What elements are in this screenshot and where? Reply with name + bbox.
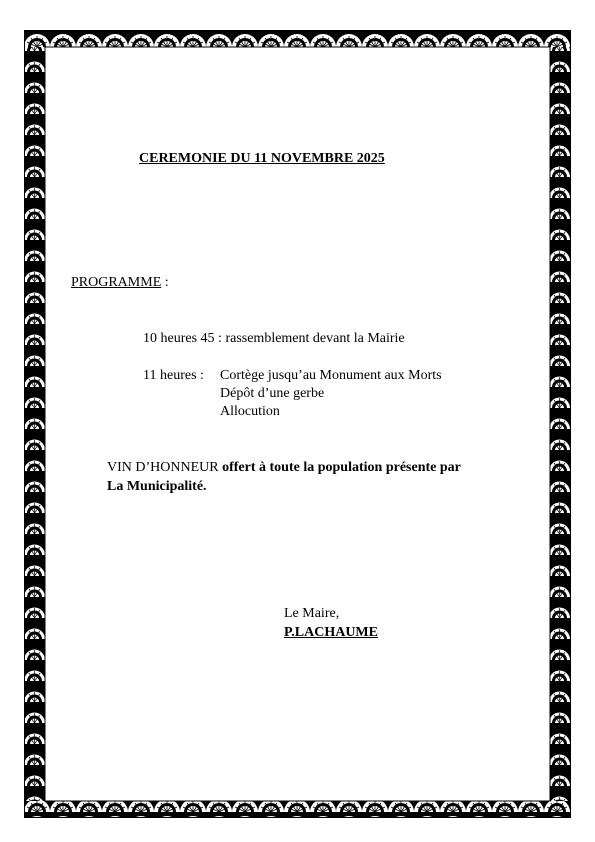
signature-name: P.LACHAUME — [284, 625, 378, 640]
vin-honneur-line-1 — [107, 459, 461, 476]
border-left — [24, 47, 45, 801]
vin-honneur-line-2: La Municipalité. — [107, 479, 207, 494]
programme-sub-item-1: Dépôt d’une gerbe — [220, 386, 325, 401]
vin-honneur-lead: VIN D’HONNEUR — [107, 460, 219, 475]
border-top — [24, 30, 571, 47]
border-right — [550, 47, 571, 801]
programme-item-2-time: 11 heures : — [143, 368, 204, 383]
border-bottom — [24, 801, 571, 818]
page-title: CEREMONIE DU 11 NOVEMBRE 2025 — [139, 151, 385, 166]
programme-heading — [71, 274, 169, 291]
item-time: 10 heures 45 : — [143, 331, 222, 346]
vin-honneur-rest: offert à toute la population présente par — [218, 460, 461, 475]
programme-item-2-activity: Cortège jusqu’au Monument aux Morts — [220, 368, 442, 383]
signature-role: Le Maire, — [284, 606, 340, 621]
programme-label: PROGRAMME — [71, 275, 162, 290]
programme-sub-item-2: Allocution — [220, 404, 280, 419]
programme-colon: : — [161, 275, 169, 290]
item-activity: rassemblement devant la Mairie — [225, 331, 405, 346]
programme-item-1 — [143, 330, 405, 347]
